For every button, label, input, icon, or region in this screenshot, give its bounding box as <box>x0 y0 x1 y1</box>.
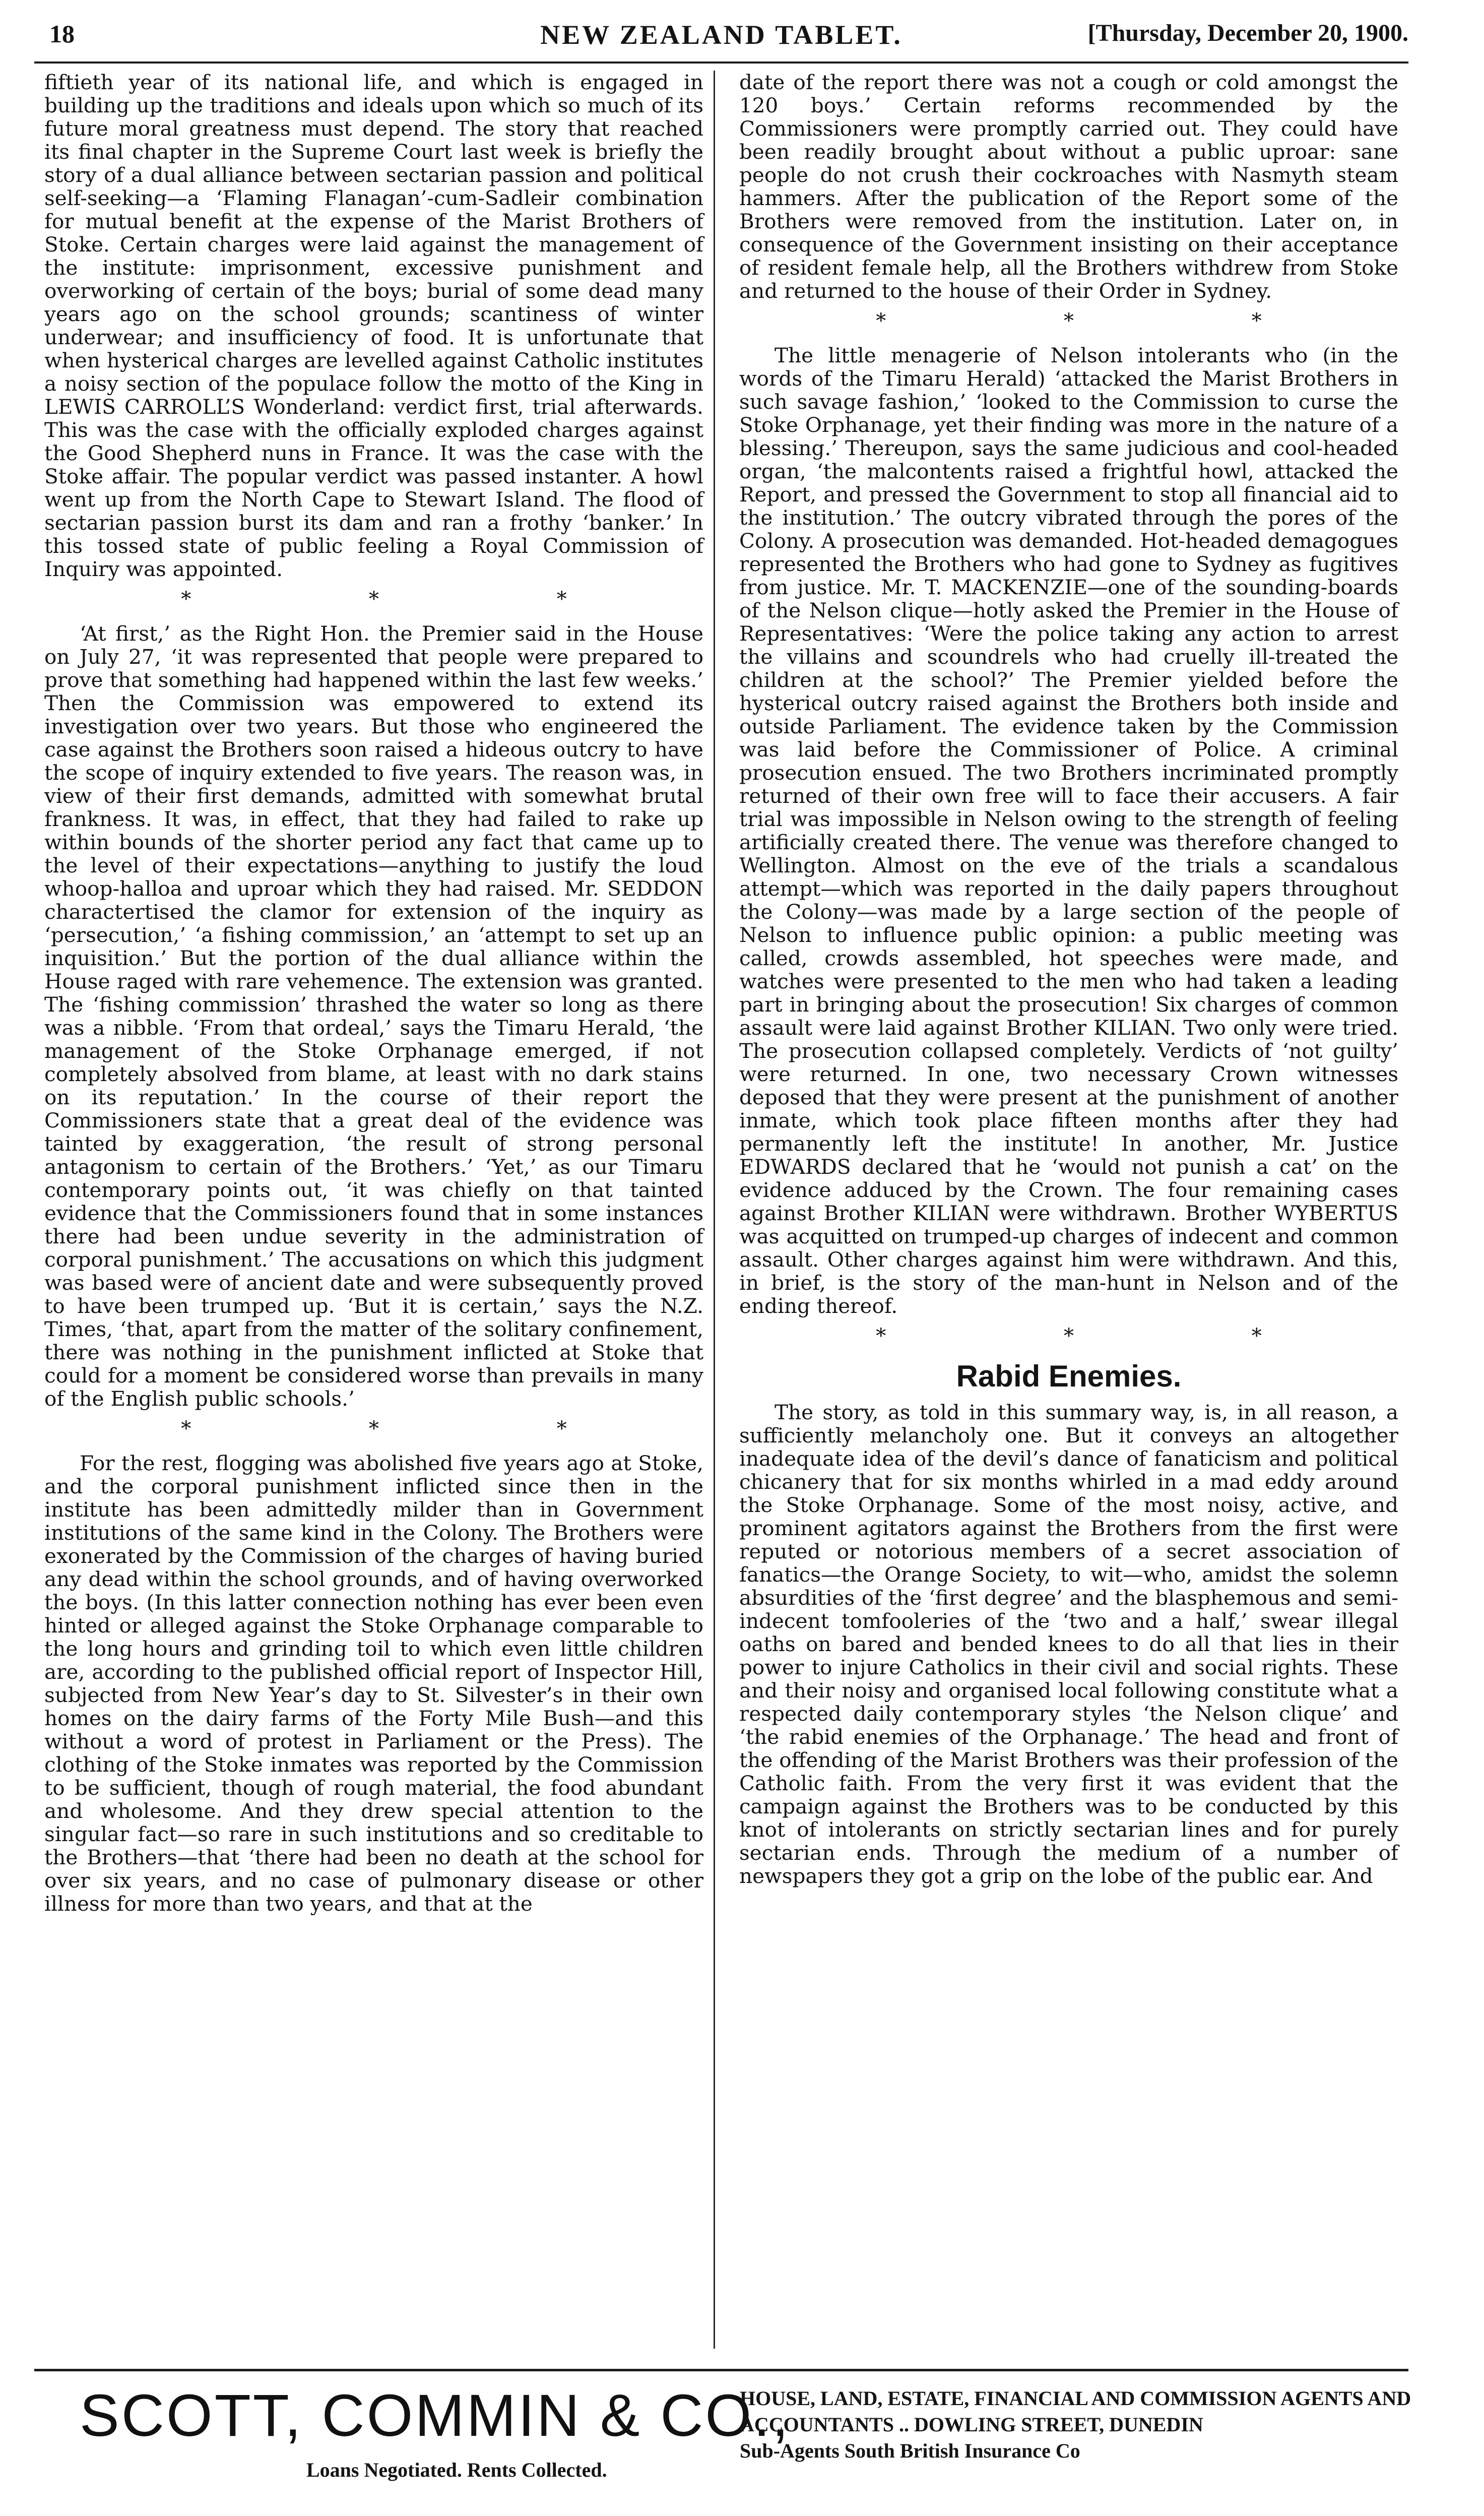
article-columns <box>34 64 1408 2362</box>
page-header <box>34 19 1408 61</box>
advertiser-services: HOUSE, LAND, ESTATE, FINANCIAL AND COMMISSION AGENTS AND <box>740 2387 1411 2410</box>
left-column <box>34 64 714 2362</box>
right-paragraph-2: The little menagerie of Nelson intolerants who (in the words of the Timaru Herald) ‘attacked the Marist Brothers in such savage fashion,’ ‘looked to the Commission to curse the Stoke Orphanage, yet their finding was more in the nature of a blessing.’ Thereupon, says the same judicious and cool-headed organ, ‘the malcontents raised a frightful howl, attacked the Report, and pressed the Government to stop all financial aid to the institution.’ The outcry vibrated through the pores of the Colony. A prosecution was demanded. Hot-headed demagogues represented the Brothers who had gone to Sydney as fugitives from justice. Mr. T. MACKENZIE—one of the sounding-boards of the Nelson clique—hotly asked the Premier in the House of Representatives: ‘Were the police taking any action to arrest the villains and scoundrels who had cruelly ill-treated the children at the school?’ The Premier yielded before the hysterical outcry raised against the Brothers both inside and outside Parliament. The evidence taken by the Commission was laid before the Commissioner of Police. A criminal prosecution ensued. The two Brothers incriminated promptly returned of their own free will to face their accusers. A fair trial was impossible in Nelson owing to the strength of feeling artificially created there. The venue was therefore changed to Wellington. Almost on the eve of the trials a scandalous attempt—which was reported in the daily papers throughout the Colony—was made by a large section of the people of Nelson to influence public opinion: a public meeting was called, crowds assembled, hot speeches were made, and watches were presented to the men who had taken a leading part in bringing about the prosecution! Six charges of common assault were laid against Brother KILIAN. Two only were tried. The prosecution collapsed completely. Verdicts of ‘not guilty’ were returned. In one, two necessary Crown witnesses deposed that they were present at the punishment of another inmate, which took place fifteen months after they had permanently left the institute! In another, Mr. Justice EDWARDS declared that he ‘would not punish a cat’ on the evidence adduced by the Crown. The four remaining cases against Brother KILIAN were withdrawn. Brother WYBERTUS was acquitted on trumped-up charges of indecent and common assault. Other charges against him were withdrawn. And this, in brief, is the story of the man-hunt in Nelson and of the ending thereof. <box>739 343 1398 1318</box>
section-heading: Rabid Enemies. <box>956 1359 1182 1393</box>
section-separator: * * * <box>876 309 1347 333</box>
right-paragraph-1: date of the report there was not a cough or cold amongst the 120 boys.’ Certain reforms recommended by the Commissioners were promptly carried out. They could have been readily brought about without a public uproar: sane people do not crush their cockroaches with Nasmyth steam hammers. After the publication of the Report some of the Brothers were removed from the institution. Later on, in consequence of the Government insisting on their acceptance of resident female help, all the Brothers withdrew from Stoke and returned to the house of their Order in Sydney. <box>739 70 1398 303</box>
section-separator: * * * <box>181 588 653 611</box>
issue-date: [Thursday, December 20, 1900. <box>1087 20 1408 46</box>
advertiser-address: ACCOUNTANTS .. DOWLING STREET, DUNEDIN <box>740 2413 1203 2436</box>
right-paragraph-3: The story, as told in this summary way, is, in all reason, a sufficiently melancholy one. But it conveys an altogether inadequate idea of the devil’s dance of fanaticism and political chicanery that for six months whirled in a mad eddy around the Stoke Orphanage. Some of the most noisy, active, and prominent agitators against the Brothers from the first were reputed or notorious members of a secret association of fanatics—the Orange Society, to wit—who, amidst the solemn absurdities of the ‘first degree’ and the blasphemous and semi-indecent tomfooleries of the ‘two and a half,’ swear illegal oaths on bared and bended knees to do all that lies in their power to injure Catholics in their civil and social rights. These and their noisy and organised local following constitute what a respected daily contemporary styles ‘the Nelson clique’ and ‘the rabid enemies of the Orphanage.’ The head and front of the offending of the Marist Brothers was their profession of the Catholic faith. From the very first it was evident that the campaign against the Brothers was to be conducted by this knot of intolerants on strictly sectarian lines and for purely sectarian ends. Through the medium of a number of newspapers they got a grip on the lobe of the public ear. And <box>739 1400 1398 1888</box>
section-separator: * * * <box>181 1417 653 1440</box>
column-divider <box>714 71 715 2349</box>
masthead: NEW ZEALAND TABLET. <box>540 20 902 50</box>
advertiser-details <box>740 2385 1411 2464</box>
section-separator: * * * <box>876 1325 1347 1348</box>
advertiser-name: SCOTT, COMMIN & CO., <box>80 2382 791 2449</box>
advertisement-footer <box>34 2369 1411 2502</box>
left-paragraph-3: For the rest, flogging was abolished five years ago at Stoke, and the corporal punishment inflicted since then in the institute has been admittedly milder than in Government institutions of the same kind in the Colony. The Brothers were exonerated by the Commission of the charges of having buried any dead within the school grounds, and of having overworked the boys. (In this latter connection nothing has ever been even hinted or alleged against the Stoke Orphanage comparable to the long hours and grinding toil to which even little children are, according to the published official report of Inspector Hill, subjected from New Year’s day to St. Silvester’s in their own homes on the dairy farms of the Forty Mile Bush—and this without a word of protest in Parliament or the Press). The clothing of the Stoke inmates was reported by the Commission to be sufficient, though of rough material, the food abundant and wholesome. And they drew special attention to the singular fact—so rare in such institutions and so creditable to the Brothers—that ‘there had been no death at the school for over six years, and no case of pulmonary disease or other illness for more than two years, and that at the <box>44 1451 703 1916</box>
advertiser-insurance: Sub-Agents South British Insurance Co <box>740 2439 1080 2462</box>
right-column <box>729 64 1408 2362</box>
advertiser-tagline: Loans Negotiated. Rents Collected. <box>306 2459 607 2481</box>
left-paragraph-2: ‘At first,’ as the Right Hon. the Premier said in the House on July 27, ‘it was represented that people were prepared to prove that something had happened within the last few weeks.’ Then the Commission was empowered to extend its investigation over two years. But those who engineered the case against the Brothers soon raised a hideous outcry to have the scope of inquiry extended to five years. The reason was, in view of their first demands, admitted with somewhat brutal frankness. It was, in effect, that they had failed to rake up within bounds of the shorter period any fact that came up to the level of their expectations—anything to justify the loud whoop-halloa and uproar which they had raised. Mr. SEDDON charactertised the clamor for extension of the inquiry as ‘persecution,’ ‘a fishing commission,’ an ‘attempt to set up an inquisition.’ But the portion of the dual alliance within the House raged with rare vehemence. The extension was granted. The ‘fishing commission’ thrashed the water so long as there was a nibble. ‘From that ordeal,’ says the Timaru Herald, ‘the management of the Stoke Orphanage emerged, if not completely absolved from blame, at least with no dark stains on its reputation.’ In the course of their report the Commissioners state that a great deal of the evidence was tainted by exaggeration, ‘the result of strong personal antagonism to certain of the Brothers.’ ‘Yet,’ as our Timaru contemporary points out, ‘it was chiefly on that tainted evidence that the Commissioners found that in some instances there had been undue severity in the administration of corporal punishment.’ The accusations on which this judgment was based were of ancient date and were subsequently proved to have been trumped up. ‘But it is certain,’ says the N.Z. Times, ‘that, apart from the matter of the solitary confinement, there was nothing in the punishment inflicted at Stoke that could for a moment be considered worse than prevails in many of the English public schools.’ <box>44 621 703 1411</box>
page-number: 18 <box>49 20 75 48</box>
left-paragraph-1: fiftieth year of its national life, and which is engaged in building up the traditions and ideals upon which so much of its future moral greatness must depend. The story that reached its final chapter in the Supreme Court last week is briefly the story of a dual alliance between sectarian passion and political self-seeking—a ‘Flaming Flanagan’-cum-Sadleir combination for mutual benefit at the expense of the Marist Brothers of Stoke. Certain charges were laid against the management of the institute: imprisonment, excessive punishment and overworking of certain of the boys; burial of some dead many years ago on the school grounds; scantiness of winter underwear; and insufficiency of food. It is unfortunate that when hysterical charges are levelled against Catholic institutes a noisy section of the populace follow the motto of the King in LEWIS CARROLL’S Wonderland: verdict first, trial afterwards. This was the case with the officially exploded charges against the Good Shepherd nuns in France. It was the case with the Stoke affair. The popular verdict was passed instanter. A howl went up from the North Cape to Stewart Island. The flood of sectarian passion burst its dam and ran a frothy ‘banker.’ In this tossed state of public feeling a Royal Commission of Inquiry was appointed. <box>44 70 703 581</box>
